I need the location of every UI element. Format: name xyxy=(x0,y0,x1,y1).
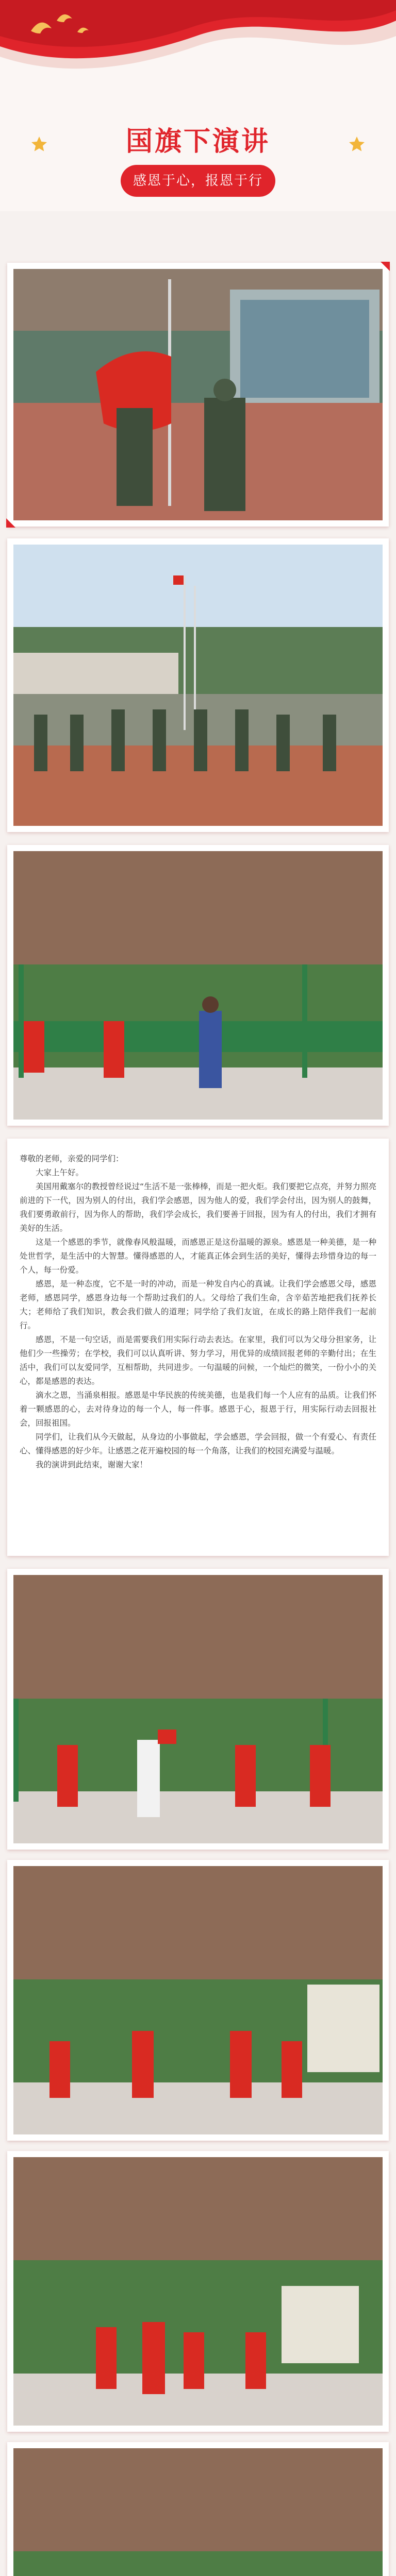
photo-card xyxy=(7,2442,389,2576)
red-wave-banner xyxy=(0,0,396,88)
article-header xyxy=(0,0,396,211)
speech-paragraph: 滴水之恩，当涌泉相报。感恩是中华民族的传统美德，也是我们每一个人应有的品质。让我们怀着一颗感恩的心，去对待身边的每一个人，每一件事。感恩于心，报恩于行，用实际行动去回报社会，回报祖国。 xyxy=(20,1391,376,1428)
speech-paragraph: 感恩，不是一句空话，而是需要我们用实际行动去表达。在家里，我们可以为父母分担家务，让他们少一些操劳；在学校，我们可以认真听讲、努力学习，用优异的成绩回报老师的辛勤付出；在生活中，我们可以友爱同学，互相帮助，共同进步。一句温暖的问候，一个灿烂的微笑，一份小小的关心，都是感恩的表达。 xyxy=(20,1335,376,1386)
speech-opening: 大家上午好。 xyxy=(36,1168,84,1177)
speech-greeting: 尊敬的老师，亲爱的同学们： xyxy=(20,1154,124,1163)
students-on-stage-photo-2 xyxy=(13,2157,383,2426)
speech-text-card xyxy=(7,1139,389,1556)
photo-card xyxy=(7,845,389,1126)
subtitle-badge: 感恩于心，报恩于行 xyxy=(121,165,275,197)
speech-paragraph: 感恩，是一种态度，它不是一时的冲动，而是一种发自内心的真诚。让我们学会感恩父母，感恩老师，感恩同学，感恩身边每一个帮助过我们的人。父母给了我们生命，含辛茹苦地把我们抚养长大；老师给了我们知识，教会我们做人的道理；同学给了我们友谊，在成长的路上陪伴我们一起前行。 xyxy=(20,1279,376,1330)
speech-paragraph: 美国用戴塞尔的教授曾经说过“生活不是一张棒棒，而是一把火炬。我们要把它点亮，并努力照亮前进的下一代，因为别人的付出，我们学会感恩，因为他人的爱，我们学会付出，因为别人的鼓舞，我们要勇敢前行，因为你人的帮助，我们学会成长，我们要善于回报，因为有人的付出，我们才拥有美好的生活。 xyxy=(20,1182,376,1233)
speech-paragraph: 我的演讲到此结束，谢谢大家！ xyxy=(36,1460,148,1469)
photo-card xyxy=(7,2151,389,2432)
corner-decoration xyxy=(381,262,390,271)
corner-decoration xyxy=(6,518,15,528)
honor-guard-march-photo xyxy=(13,545,383,826)
speaker-on-stage-photo xyxy=(13,1575,383,1843)
hosts-on-stage-photo xyxy=(13,851,383,1120)
speech-paragraph: 同学们，让我们从今天做起，从身边的小事做起，学会感恩，学会回报，做一个有爱心、有责任心、懂得感恩的好少年。让感恩之花开遍校园的每一个角落，让我们的校园充满爱与温暖。 xyxy=(20,1432,376,1455)
photo-card xyxy=(7,263,389,527)
students-banner-photo-1 xyxy=(13,2448,383,2576)
speech-paragraph: 这是一个感恩的季节，就像春风般温暖，而感恩正是这份温暖的源泉。感恩是一种美德，是一种处世哲学，是生活中的大智慧。懂得感恩的人，才能真正体会到生活的美好，懂得去珍惜身边的每一个人，每一份爱。 xyxy=(20,1238,376,1275)
photo-card xyxy=(7,1860,389,2141)
flag-raising-photo xyxy=(13,269,383,520)
students-on-stage-photo-1 xyxy=(13,1866,383,2134)
photo-card xyxy=(7,1569,389,1850)
photo-card xyxy=(7,538,389,832)
page-title: 国旗下演讲 xyxy=(125,126,270,157)
